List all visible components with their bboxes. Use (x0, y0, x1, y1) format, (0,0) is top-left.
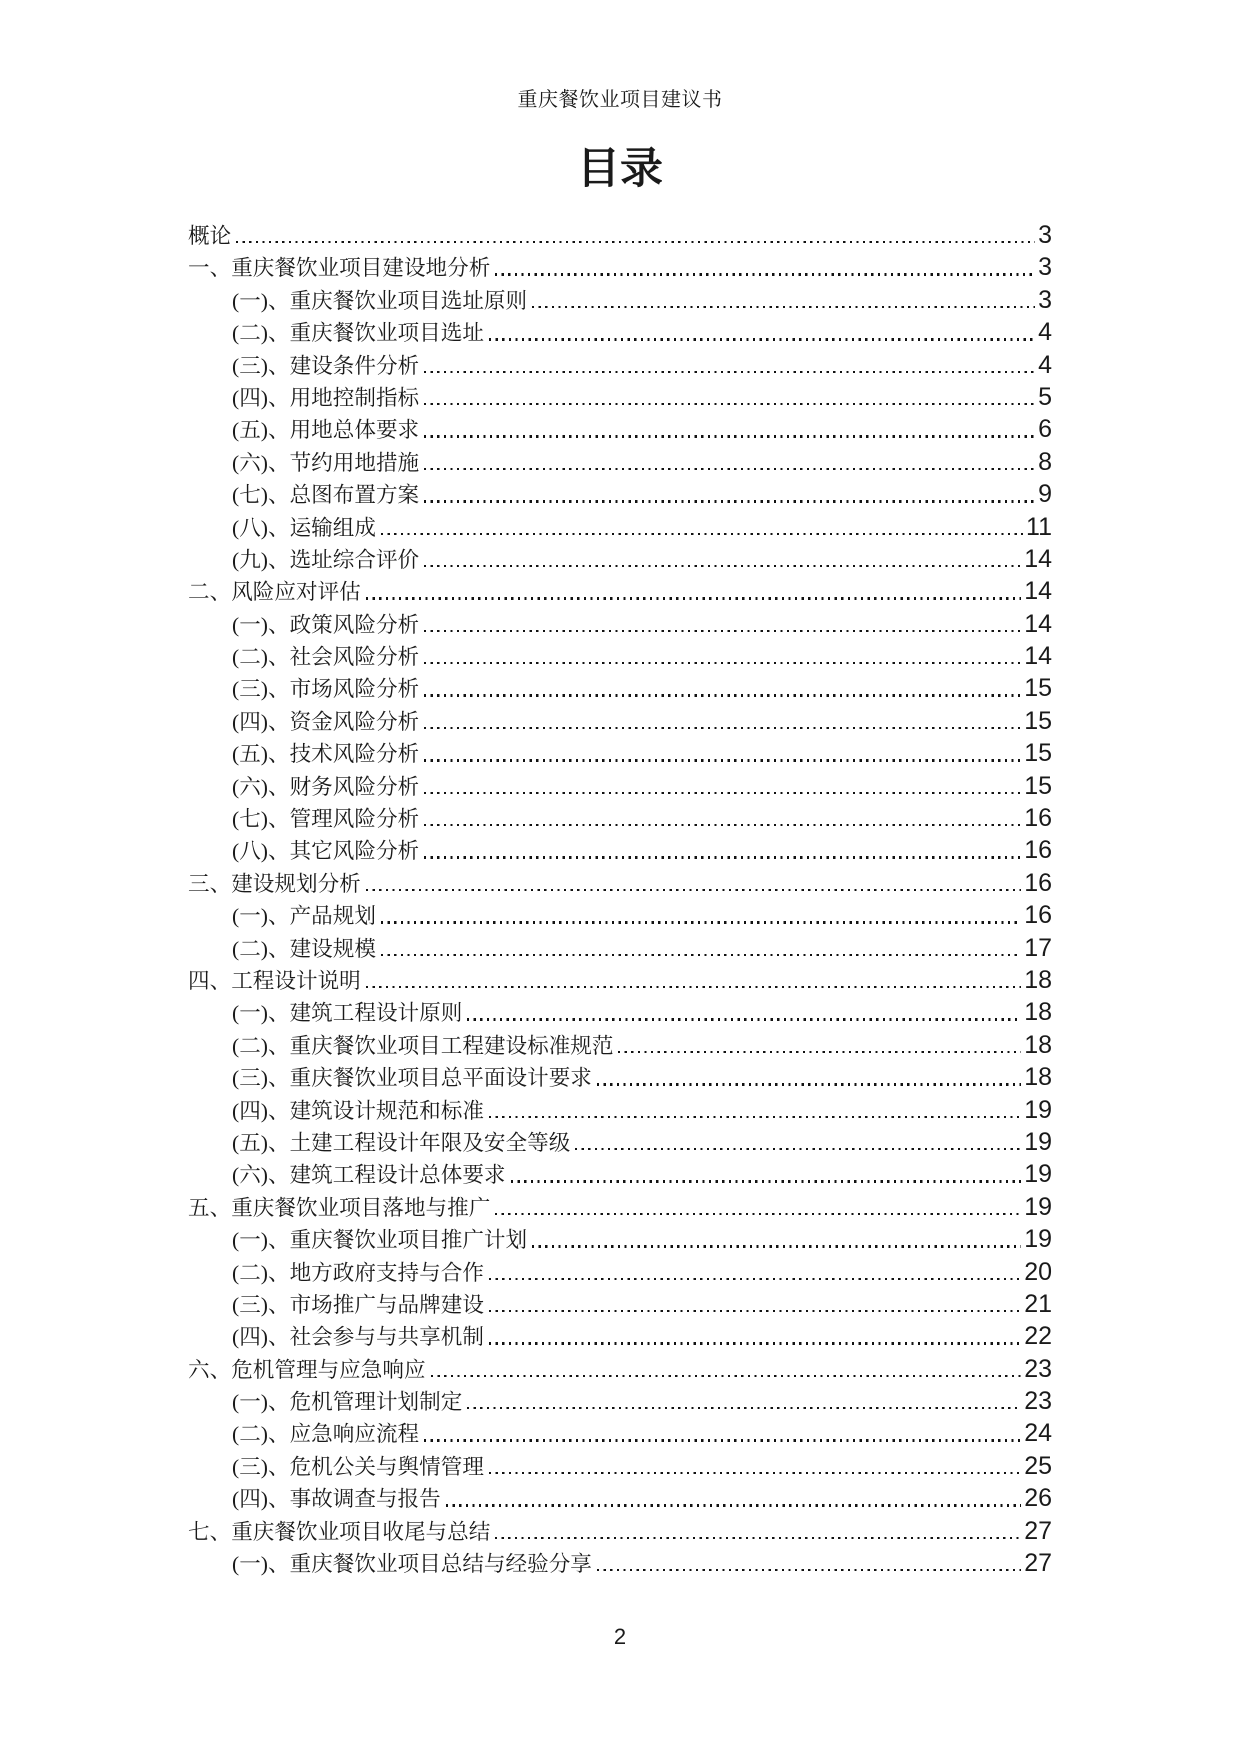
toc-dot-leader (236, 241, 1035, 243)
toc-entry-label: (三)、重庆餐饮业项目总平面设计要求 (232, 1066, 592, 1091)
toc-entry (188, 1515, 1052, 1547)
toc-entry-page-number: 27 (1024, 1549, 1052, 1578)
toc-entry-label: (八)、其它风险分析 (232, 839, 420, 864)
toc-entry-page-number: 14 (1024, 544, 1052, 573)
toc-entry-page-number: 3 (1038, 221, 1052, 249)
toc-dot-leader (424, 727, 1021, 729)
toc-entry (188, 1385, 1052, 1417)
toc-entry-label: (三)、市场推广与品牌建设 (232, 1292, 484, 1317)
toc-dot-leader (424, 856, 1021, 858)
document-header: 重庆餐饮业项目建议书 (517, 89, 723, 111)
toc-entry (188, 899, 1052, 931)
toc-entry-label: (一)、重庆餐饮业项目推广计划 (232, 1228, 528, 1253)
toc-entry-label: (三)、建设条件分析 (232, 353, 420, 378)
toc-dot-leader (489, 1278, 1021, 1280)
toc-entry-page-number: 27 (1024, 1516, 1052, 1545)
toc-entry (188, 802, 1052, 834)
toc-entry (188, 1450, 1052, 1482)
toc-entry-label: 五、重庆餐饮业项目落地与推广 (188, 1195, 491, 1220)
toc-entry (188, 1482, 1052, 1514)
toc-title: 目录 (577, 146, 663, 193)
toc-entry-page-number: 19 (1024, 1127, 1052, 1156)
toc-entry (188, 349, 1052, 381)
toc-entry-page-number: 8 (1038, 447, 1052, 476)
toc-entry-page-number: 6 (1038, 415, 1052, 444)
toc-entry-page-number: 18 (1024, 965, 1052, 994)
toc-entry-page-number: 19 (1024, 1095, 1052, 1124)
toc-dot-leader (424, 371, 1035, 373)
toc-entry-page-number: 26 (1024, 1484, 1052, 1513)
toc-entry (188, 1353, 1052, 1385)
toc-entry-label: (一)、建筑工程设计原则 (232, 1001, 463, 1026)
toc-dot-leader (424, 662, 1021, 664)
toc-dot-leader (532, 306, 1035, 308)
toc-dot-leader (489, 1472, 1021, 1474)
toc-entry-label: (七)、管理风险分析 (232, 807, 420, 832)
toc-dot-leader (467, 1018, 1021, 1020)
toc-entry-label: (六)、财务风险分析 (232, 774, 420, 799)
toc-entry (188, 1547, 1052, 1579)
toc-entry-page-number: 11 (1026, 512, 1052, 541)
toc-dot-leader (424, 759, 1021, 761)
toc-entry-page-number: 18 (1024, 1030, 1052, 1059)
toc-entry-page-number: 21 (1024, 1289, 1052, 1318)
toc-dot-leader (366, 597, 1021, 599)
toc-entry-page-number: 14 (1024, 642, 1052, 671)
toc-entry-label: (二)、重庆餐饮业项目选址 (232, 321, 484, 346)
toc-dot-leader (489, 338, 1035, 340)
toc-dot-leader (489, 1342, 1021, 1344)
toc-entry (188, 640, 1052, 672)
toc-entry (188, 834, 1052, 866)
toc-dot-leader (366, 986, 1021, 988)
toc-entry-page-number: 19 (1024, 1192, 1052, 1221)
toc-entry (188, 1158, 1052, 1190)
toc-dot-leader (381, 533, 1023, 535)
toc-dot-leader (424, 824, 1021, 826)
toc-entry-page-number: 15 (1024, 706, 1052, 735)
toc-entry (188, 381, 1052, 413)
toc-entry (188, 608, 1052, 640)
toc-dot-leader (424, 565, 1021, 567)
toc-entry (188, 1417, 1052, 1449)
toc-dot-leader (467, 1407, 1021, 1409)
toc-entry (188, 737, 1052, 769)
toc-dot-leader (597, 1083, 1021, 1085)
toc-entry (188, 543, 1052, 575)
toc-entry-label: 概论 (188, 224, 232, 248)
toc-entry (188, 284, 1052, 316)
toc-entry-page-number: 15 (1024, 771, 1052, 800)
toc-entry-label: (五)、用地总体要求 (232, 418, 420, 443)
toc-entry-label: (二)、地方政府支持与合作 (232, 1260, 484, 1285)
toc-dot-leader (489, 1116, 1021, 1118)
toc-entry-label: (七)、总图布置方案 (232, 483, 420, 508)
toc-entry-label: (四)、事故调查与报告 (232, 1487, 441, 1512)
toc-dot-leader (424, 500, 1035, 502)
toc-dot-leader (575, 1148, 1021, 1150)
toc-entry-label: (一)、重庆餐饮业项目总结与经验分享 (232, 1552, 592, 1577)
toc-entry-page-number: 15 (1024, 739, 1052, 768)
toc-dot-leader (532, 1245, 1021, 1247)
toc-entry (188, 932, 1052, 964)
toc-entry-label: (二)、社会风险分析 (232, 645, 420, 670)
toc-dot-leader (424, 694, 1021, 696)
toc-entry-label: (五)、土建工程设计年限及安全等级 (232, 1130, 571, 1155)
toc-entry (188, 575, 1052, 607)
toc-entry-page-number: 25 (1024, 1451, 1052, 1480)
toc-dot-leader (424, 435, 1035, 437)
toc-entry-label: 四、工程设计说明 (188, 968, 361, 993)
toc-dot-leader (381, 921, 1021, 923)
toc-entry-page-number: 16 (1024, 868, 1052, 897)
toc-entry (188, 511, 1052, 543)
toc-entry-page-number: 9 (1038, 480, 1052, 509)
toc-entry-label: (一)、危机管理计划制定 (232, 1390, 463, 1415)
toc-entry-label: (三)、市场风险分析 (232, 677, 420, 702)
toc-entry (188, 705, 1052, 737)
toc-entry-label: (九)、选址综合评价 (232, 547, 420, 572)
toc-dot-leader (489, 1310, 1021, 1312)
toc-entry-page-number: 14 (1024, 609, 1052, 638)
toc-dot-leader (446, 1504, 1021, 1506)
toc-entry-page-number: 3 (1038, 253, 1052, 282)
toc-entry (188, 672, 1052, 704)
toc-entry-page-number: 20 (1024, 1257, 1052, 1286)
toc-entry-page-number: 23 (1024, 1354, 1052, 1383)
toc-entry-page-number: 16 (1024, 804, 1052, 833)
toc-entry-page-number: 18 (1024, 998, 1052, 1027)
page-number-footer: 2 (613, 1624, 627, 1649)
toc-entry (188, 219, 1052, 251)
toc-entry (188, 996, 1052, 1028)
toc-dot-leader (424, 630, 1021, 632)
toc-entry-page-number: 18 (1024, 1063, 1052, 1092)
toc-dot-leader (597, 1569, 1021, 1571)
toc-entry (188, 413, 1052, 445)
toc-entry (188, 1094, 1052, 1126)
toc-entry (188, 1320, 1052, 1352)
toc-entry-label: 三、建设规划分析 (188, 871, 361, 896)
toc-dot-leader (495, 1537, 1021, 1539)
toc-entry (188, 1256, 1052, 1288)
toc-entry-label: (四)、社会参与与共享机制 (232, 1325, 484, 1350)
toc-entry (188, 478, 1052, 510)
toc-entry-label: (一)、产品规划 (232, 904, 376, 929)
toc-dot-leader (424, 792, 1021, 794)
toc-list (188, 219, 1052, 1579)
toc-entry-page-number: 16 (1024, 901, 1052, 930)
toc-entry-page-number: 19 (1024, 1225, 1052, 1254)
toc-entry-label: (二)、重庆餐饮业项目工程建设标准规范 (232, 1033, 614, 1058)
toc-dot-leader (366, 889, 1021, 891)
toc-entry-page-number: 4 (1038, 318, 1052, 347)
toc-dot-leader (431, 1375, 1022, 1377)
toc-entry (188, 1223, 1052, 1255)
toc-dot-leader (495, 273, 1035, 275)
toc-entry (188, 770, 1052, 802)
toc-dot-leader (618, 1051, 1021, 1053)
toc-entry (188, 1288, 1052, 1320)
toc-dot-leader (424, 468, 1035, 470)
toc-entry (188, 1029, 1052, 1061)
toc-entry-page-number: 19 (1024, 1160, 1052, 1189)
toc-entry-label: (六)、建筑工程设计总体要求 (232, 1163, 506, 1188)
toc-entry-page-number: 15 (1024, 674, 1052, 703)
toc-entry-label: 二、风险应对评估 (188, 580, 361, 605)
toc-entry-label: 一、重庆餐饮业项目建设地分析 (188, 256, 491, 281)
toc-entry-label: (四)、建筑设计规范和标准 (232, 1098, 484, 1123)
toc-entry-label: (六)、节约用地措施 (232, 450, 420, 475)
toc-entry (188, 1061, 1052, 1093)
toc-dot-leader (424, 1439, 1021, 1441)
toc-entry-label: (五)、技术风险分析 (232, 742, 420, 767)
toc-dot-leader (511, 1180, 1022, 1182)
toc-entry-label: (一)、政策风险分析 (232, 612, 420, 637)
toc-entry-label: (四)、用地控制指标 (232, 385, 420, 410)
toc-entry-page-number: 17 (1024, 933, 1052, 962)
toc-entry-page-number: 16 (1024, 836, 1052, 865)
toc-entry-label: (一)、重庆餐饮业项目选址原则 (232, 288, 528, 313)
toc-dot-leader (381, 954, 1021, 956)
toc-entry-page-number: 23 (1024, 1387, 1052, 1416)
toc-entry-label: 六、危机管理与应急响应 (188, 1357, 426, 1382)
toc-entry-page-number: 24 (1024, 1419, 1052, 1448)
toc-entry (188, 446, 1052, 478)
toc-entry-page-number: 5 (1038, 382, 1052, 411)
toc-entry-label: 七、重庆餐饮业项目收尾与总结 (188, 1519, 491, 1544)
toc-entry-page-number: 14 (1024, 577, 1052, 606)
toc-entry-label: (八)、运输组成 (232, 515, 376, 540)
toc-entry (188, 1191, 1052, 1223)
toc-entry (188, 316, 1052, 348)
toc-entry-page-number: 3 (1038, 285, 1052, 314)
toc-entry (188, 251, 1052, 283)
toc-entry (188, 964, 1052, 996)
toc-entry-page-number: 22 (1024, 1322, 1052, 1351)
toc-entry (188, 1126, 1052, 1158)
toc-dot-leader (495, 1213, 1021, 1215)
toc-entry-label: (三)、危机公关与舆情管理 (232, 1454, 484, 1479)
toc-entry-label: (四)、资金风险分析 (232, 709, 420, 734)
toc-entry (188, 867, 1052, 899)
toc-dot-leader (424, 403, 1035, 405)
toc-entry-page-number: 4 (1038, 350, 1052, 379)
toc-entry-label: (二)、建设规模 (232, 936, 376, 961)
toc-entry-label: (二)、应急响应流程 (232, 1422, 420, 1447)
